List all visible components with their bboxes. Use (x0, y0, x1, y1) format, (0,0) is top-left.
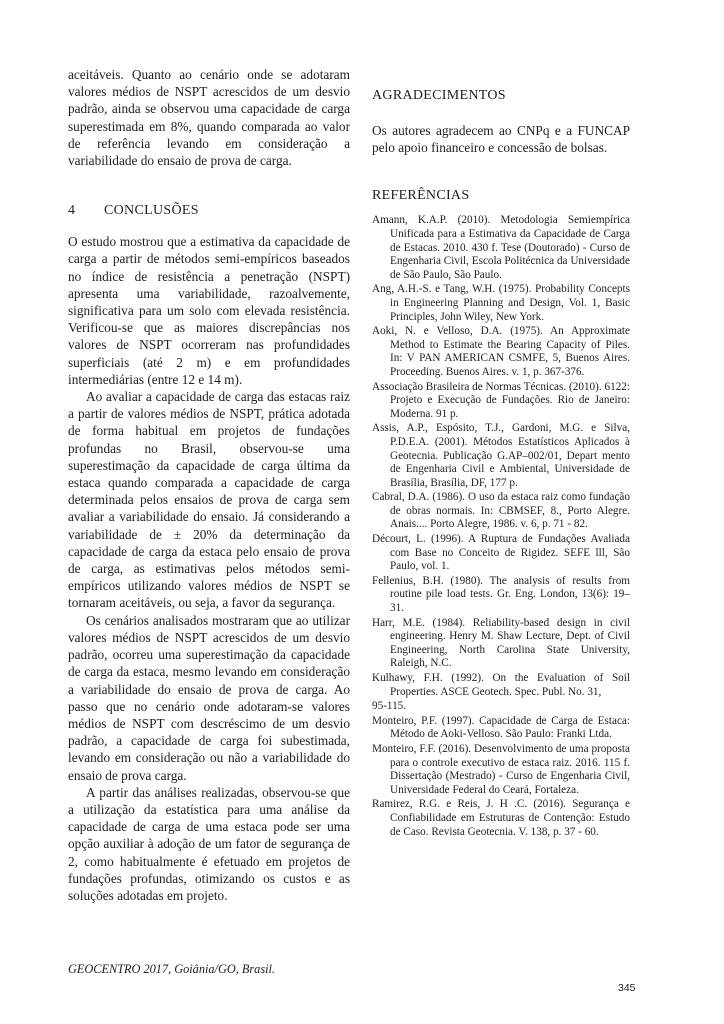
reference-item: Associação Brasileira de Normas Técnicas. (2010). 6122: Projeto e Execução de Fundações. Rio de Janeiro: Moderna. 91 p. (372, 380, 630, 420)
reference-item: Cabral, D.A. (1986). O uso da estaca raiz como fundação de obras normais. In: CBMSEF, 8., Porto Alegre. Anais.... Porto Alegre, 1986. v. 6, p. 71 - 82. (372, 491, 630, 531)
reference-item: Ramirez, R.G. e Reis, J. H .C. (2016). Segurança e Confiabilidade em Estruturas de Contenção: Estudo de Caso. Revista Geotecnia. V. 138, p. 37 - 60. (372, 798, 630, 838)
section-heading-conclusoes (68, 203, 350, 219)
reference-item: Amann, K.A.P. (2010). Metodologia Semiempírica Unificada para a Estimativa da Capacidade de Carga de Estacas. 2010. 430 f. Tese (Doutorado) - Curso de Engenharia Civil, Escola Politécnica da Universidade de São Paulo, São Paulo. (372, 214, 630, 281)
acknowledgements-heading: AGRADECIMENTOS (372, 88, 506, 103)
reference-item: Kulhawy, F.H. (1992). On the Evaluation of Soil Properties. ASCE Geotech. Spec. Publ. No. 31, (372, 672, 630, 698)
conference-footer: GEOCENTRO 2017, Goiânia/GO, Brasil. (68, 962, 276, 976)
conclusion-paragraph: Os cenários analisados mostraram que ao utilizar valores médios de NSPT acrescidos de um desvio padrão, ocorreu uma superestimação da capacidade de carga da estaca, mesmo levando em consideração a variabilidade do ensaio de prova de carga. Ao passo que no cenário onde adotaram-se valores médios de NSPT com descréscimo de um desvio padrão, a capacidade de carga foi subestimada, levando em consideração ou não a variabilidade do ensaio de prova carga. (68, 612, 350, 783)
intro-paragraph: aceitáveis. Quanto ao cenário onde se adotaram valores médios de NSPT acrescidos de um desvio padrão, ainda se observou uma capacidade de carga superestimada em 8%, quando comparada ao valor de referência levando em consideração a variabilidade do ensaio de prova de carga. (68, 67, 350, 169)
section-title: CONCLUSÕES (104, 203, 199, 219)
page-number: 345 (618, 982, 636, 994)
reference-item: Aoki, N. e Velloso, D.A. (1975). An Approximate Method to Estimate the Bearing Capacity of Piles. In: V PAN AMERICAN CSMFE, 5, Buenos Aires. Proceeding. Buenos Aires. v. 1, p. 367-376. (372, 325, 630, 378)
references-list (372, 214, 630, 839)
conclusion-paragraph: Ao avaliar a capacidade de carga das estacas raiz a partir de valores médios de NSPT, prática adotada de forma habitual em projetos de fundações profundas no Brasil, observou-se uma superestimação da capacidade de carga última da estaca quando comparada a capacidade de carga determinada pelos ensaios de prova de carga sem avaliar a variabilidade do ensaio. Já considerando a variabilidade de ± 20% da determinação da capacidade de carga da estaca pelo ensaio de prova de carga, as estimativas pelos métodos semi-empíricos utilizando valores médios de NSPT se tornaram aceitáveis, ou seja, a favor da segurança. (68, 389, 350, 611)
reference-item: 95-115. (372, 700, 407, 713)
section-number: 4 (68, 203, 76, 219)
reference-item: Décourt, L. (1996). A Ruptura de Fundações Avaliada com Base no Conceito de Rigidez. SEFE lll, São Paulo, vol. 1. (372, 533, 630, 573)
right-column (372, 66, 630, 840)
acknowledgements-text: Os autores agradecem ao CNPq e a FUNCAP pelo apoio financeiro e concessão de bolsas. (372, 123, 630, 156)
left-column (68, 66, 350, 904)
conclusion-paragraph: O estudo mostrou que a estimativa da capacidade de carga a partir de métodos semi-empíricos baseados no índice de resistência a penetração (NSPT) apresenta uma variabilidade, razoalvemente, significativa para um solo com elevada resistência. Verificou-se que as maiores discrepâncias nos valores de NSPT ocorreram nas profundidades superficiais (até 2 m) e em profundidades intermediárias (entre 12 e 14 m). (68, 234, 350, 387)
reference-item: Ang, A.H.-S. e Tang, W.H. (1975). Probability Concepts in Engineering Planning and Design, Vol. 1, Basic Principles, John Wiley, New York. (372, 283, 630, 323)
reference-item: Assis, A.P., Espósito, T.J., Gardoni, M.G. e Silva, P.D.E.A. (2001). Métodos Estatísticos Aplicados à Geotecnia. Publicação G.AP–002/01, Depart mento de Engenharia Civil e Ambiental, Universidade de Brasília, Brasília, DF, 177 p. (372, 422, 630, 489)
conclusion-paragraph: A partir das análises realizadas, observou-se que a utilização da estatística para uma análise da capacidade de carga de uma estaca pode ser uma opção auxiliar à adoção de um fator de segurança de 2, como habitualmente é efetuado em projetos de fundações profundas, otimizando os custos e as soluções adotadas em projeto. (68, 784, 350, 903)
reference-item: Harr, M.E. (1984). Reliability-based design in civil engineering. Henry M. Shaw Lecture, Dept. of Civil Engineering, North Carolina State University, Raleigh, N.C. (372, 616, 630, 670)
reference-item: Monteiro, P.F. (1997). Capacidade de Carga de Estaca: Método de Aoki-Velloso. São Paulo: Franki Ltda. (372, 714, 630, 741)
reference-item: Fellenius, B.H. (1980). The analysis of results from routine pile load tests. Gr. Eng. London, 13(6): 19–31. (372, 574, 630, 615)
reference-item: Monteiro, F.F. (2016). Desenvolvimento de uma proposta para o controle executivo de estaca raiz. 2016. 115 f. Dissertação (Mestrado) - Curso de Engenharia Civil, Universidade Federal do Ceará, Fortaleza. (372, 742, 630, 796)
references-heading: REFERÊNCIAS (372, 188, 470, 204)
